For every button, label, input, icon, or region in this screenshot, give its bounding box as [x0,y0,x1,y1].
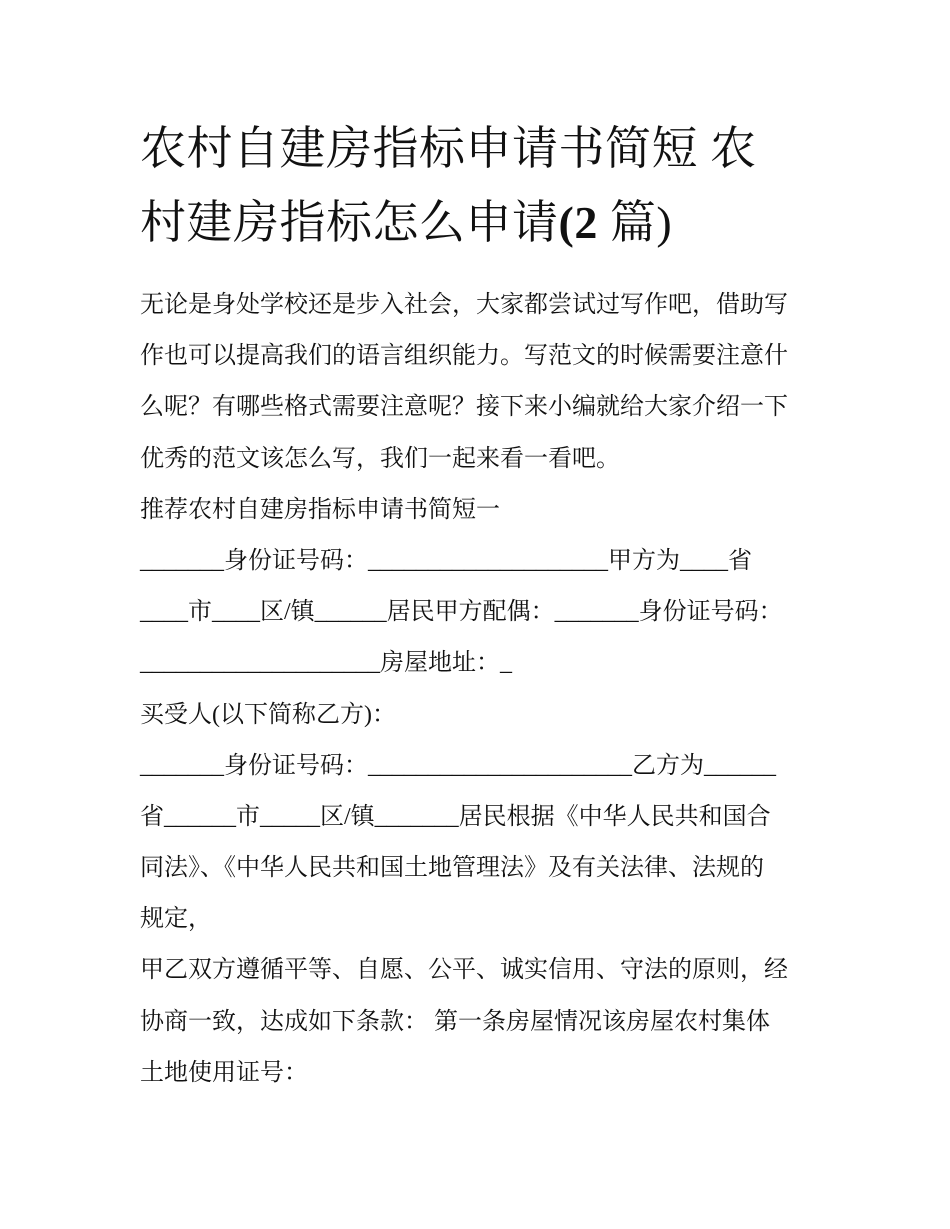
intro-paragraph [140,280,820,485]
party-a-line-3: ____________________房屋地址：_ [140,650,512,677]
document-title [140,112,820,260]
party-b-line-3: 同法》、《中华人民共和国土地管理法》及有关法律、法规的 [140,855,764,882]
title-line-1: 农村自建房指标申请书简短 农 [140,123,757,174]
terms-line-3: 土地使用证号： [140,1059,308,1086]
party-b-line-2: 省______市_____区/镇_______居民根据《中华人民共和国合 [140,803,771,830]
intro-line-2: 作也可以提高我们的语言组织能力。写范文的时候需要注意什 [140,343,788,370]
document-body [140,280,820,1099]
party-a-line-2: ____市____区/镇______居民甲方配偶：_______身份证号码： [140,599,783,626]
intro-line-3: 么呢？有哪些格式需要注意呢？接下来小编就给大家介绍一下 [140,394,788,421]
intro-line-4: 优秀的范文该怎么写，我们一起来看一看吧。 [140,445,620,472]
intro-line-1: 无论是身处学校还是步入社会，大家都尝试过写作吧，借助写 [140,292,788,318]
party-a-fields [140,536,820,690]
party-a-line-1: _______身份证号码：____________________甲方为____省 [140,547,752,574]
terms-line-2: 协商一致，达成如下条款： 第一条房屋情况该房屋农村集体 [140,1008,770,1035]
title-line-2: 村建房指标怎么申请(2 篇) [140,197,673,248]
party-b-line-4: 规定， [140,906,212,933]
party-b-line-1: _______身份证号码：______________________乙方为______ [140,752,776,779]
section-heading: 推荐农村自建房指标申请书简短一 [140,496,500,523]
party-b-heading: 买受人(以下简称乙方)： [140,701,396,728]
terms-line-1: 甲乙双方遵循平等、自愿、公平、诚实信用、守法的原则，经 [140,957,788,984]
terms-paragraph [140,945,820,1099]
party-b-fields [140,741,820,946]
